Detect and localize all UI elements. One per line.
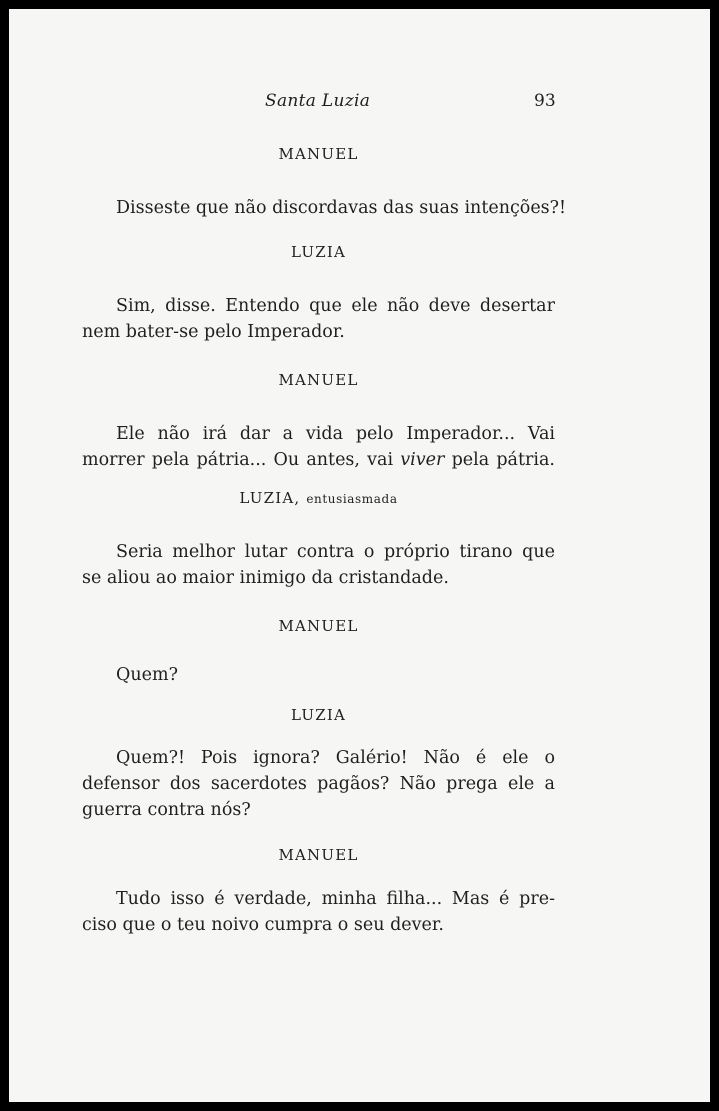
speaker-name: MANUEL <box>278 371 359 389</box>
emphasized-word: viver <box>400 450 445 470</box>
speech-line: Quem? <box>116 665 178 685</box>
stage-direction: entusiasmada <box>306 492 398 506</box>
speech-text: morrer pela pátria... Ou antes, vai <box>82 450 401 470</box>
speech <box>82 539 555 591</box>
running-head <box>9 91 710 115</box>
page-number: 93 <box>534 91 556 111</box>
speaker-name: MANUEL <box>278 145 359 163</box>
speech <box>82 421 555 473</box>
speech <box>82 886 555 938</box>
speech-line: guerra contra nós? <box>82 800 251 820</box>
speech <box>82 293 555 345</box>
speech-line: Sim, disse. Entendo que ele não deve desertar <box>116 296 555 316</box>
speech <box>82 662 555 688</box>
speaker-label: LUZIA, <box>239 489 301 507</box>
speech-text: pela pátria. <box>444 450 555 470</box>
running-title: Santa Luzia <box>265 91 371 111</box>
speech-line: Tudo isso é verdade, minha filha... Mas é pre- <box>116 889 555 909</box>
speech <box>82 195 567 221</box>
speech-line: se aliou ao maior inimigo da cristandade. <box>82 568 449 588</box>
speech-line: Quem?! Pois ignora? Galério! Não é ele o <box>116 748 555 768</box>
speaker-name <box>82 489 555 507</box>
speech-line <box>82 447 555 473</box>
speech-line: nem bater-se pelo Imperador. <box>82 322 345 342</box>
book-page <box>9 9 710 1102</box>
speech-line: ciso que o teu noivo cumpra o seu dever. <box>82 915 444 935</box>
speaker-name: MANUEL <box>278 617 359 635</box>
speaker-name: LUZIA <box>291 243 346 261</box>
speech-line: Ele não irá dar a vida pelo Imperador... Vai <box>116 424 555 444</box>
speech-line: defensor dos sacerdotes pagãos? Não prega ele a <box>82 774 555 794</box>
speech-line: Seria melhor lutar contra o próprio tirano que <box>116 542 555 562</box>
speech-line: Disseste que não discordavas das suas intenções?! <box>116 198 567 218</box>
speaker-name: MANUEL <box>278 846 359 864</box>
speech <box>82 745 555 823</box>
speaker-name: LUZIA <box>291 706 346 724</box>
